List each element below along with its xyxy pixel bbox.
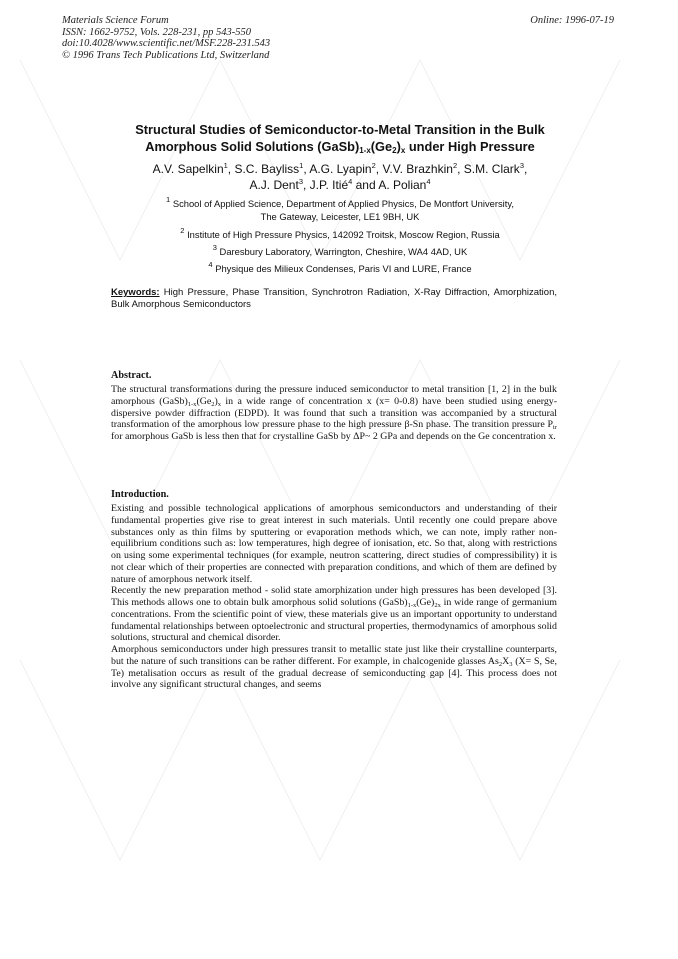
- issn-line: ISSN: 1662-9752, Vols. 228-231, pp 543-550: [62, 26, 251, 38]
- affiliation-4: $^4$ Physique des Milieux Condenses, Paris VI and LURE, France: [208, 260, 472, 274]
- paper-title: [70, 122, 610, 155]
- online-date: Online: 1996-07-19: [530, 15, 614, 26]
- doi-line[interactable]: doi:10.4028/www.scientific.net/MSF.228-231.543: [62, 38, 271, 49]
- intro-paragraph-1: Existing and possible technological applications of amorphous semiconductors and understanding of their fundamental properties give rise to great interest in such materials. Until recently one could prepare above substances only as thin films by sputtering or evaporation methods which, we can note, imply rather non-equilibrium conditions such as: low temperatures, high degree of ionisation, etc. So that, along with restrictions on using some experimental techniques (for example, neutron scattering, direct studies of compressibility) it is not clear which of their properties are connected with preparation conditions, and which of them are defined by nature of amorphous network itself.: [111, 503, 557, 585]
- introduction-body: [111, 503, 557, 691]
- abstract-body: The structural transformations during the pressure induced semiconductor to metal transition [1, 2] in the bulk amorphous $(GaSb)_{1-x}(Ge_2)_x$ in a wide range of concentration x (x= 0-0.8) have been studied using energy-dispersive powder diffraction (EDPD). It was found that such a transition was accompanied by a structural transformation of the amorphous low pressure phase to the high pressure β-Sn phase. The transition pressure $P_{tr}$ for amorphous GaSb is less then that for crystalline GaSb by ΔP~ 2 GPa and depends on the Ge concentration x.: [111, 384, 557, 442]
- journal-name: Materials Science Forum: [62, 15, 169, 26]
- abstract-heading: Abstract.: [111, 370, 152, 381]
- author: A.G. Lyapin: [309, 162, 372, 176]
- author-line-2: A.J. Dent$^3$, J.P. Itié$^4$ and A. Polian$^4$: [249, 177, 431, 192]
- author: A.J. Dent: [249, 178, 299, 192]
- keywords-text: High Pressure, Phase Transition, Synchrotron Radiation, X-Ray Diffraction, Amorphization, Bulk Amorphous Semiconductors: [111, 287, 557, 311]
- affiliation-3: $^3$ Daresbury Laboratory, Warrington, Cheshire, WA4 4AD, UK: [212, 243, 468, 257]
- author: J.P. Itié: [309, 178, 349, 192]
- publication-info: [62, 15, 270, 61]
- author: S.C. Bayliss: [234, 162, 300, 176]
- title-line-1: Structural Studies of Semiconductor-to-Metal Transition in the Bulk: [135, 122, 545, 137]
- affiliation-1: $^1$ School of Applied Science, Department of Applied Physics, De Montfort University, The Gateway, Leicester, LE1 9BH, UK: [166, 195, 514, 222]
- affiliation-2: $^2$ Institute of High Pressure Physics, 142092 Troitsk, Moscow Region, Russia: [180, 226, 500, 240]
- author: A.V. Sapelkin: [152, 162, 224, 176]
- keywords-label: Keywords:: [111, 287, 160, 298]
- copyright-line: © 1996 Trans Tech Publications Ltd, Switzerland: [62, 49, 270, 61]
- author: S.M. Clark: [463, 162, 520, 176]
- author: V.V. Brazhkin: [382, 162, 453, 176]
- introduction-heading: Introduction.: [111, 489, 169, 500]
- intro-paragraph-2: Recently the new preparation method - solid state amorphization under high pressures has been developed [3]. This methods allows one to obtain bulk amorphous solid solutions $(GaSb)_{1-x}(Ge)_{2x}$ in wide range of germanium concentrations. From the scientific point of view, these materials give us an important opportunity to understand fundamental relationships between optoelectronic and structural properties, thermodynamics of amorphous solid solutions, structural and chemical disorder.: [111, 585, 557, 644]
- author: A. Polian: [378, 178, 427, 192]
- intro-paragraph-3: Amorphous semiconductors under high pressures transit to metallic state just like their crystalline counterparts, but the nature of such transitions can be rather different. For example, in chalcogenide glasses $As_2X_3$ (X= S, Se, Te) metalisation occurs as result of the gradual decrease of semiconducting gap [4]. This process does not involve any significant structural changes, and seems: [111, 644, 557, 691]
- keywords: [111, 287, 557, 311]
- title-line-2: Amorphous Solid Solutions $(GaSb)_{1-x}(Ge_2)_x$ under High Pressure: [145, 138, 535, 155]
- author-list: [80, 161, 600, 193]
- author-line-1: A.V. Sapelkin$^1$, S.C. Bayliss$^1$, A.G. Lyapin$^2$, V.V. Brazhkin$^2$, S.M. Clark$^3$,: [152, 161, 528, 176]
